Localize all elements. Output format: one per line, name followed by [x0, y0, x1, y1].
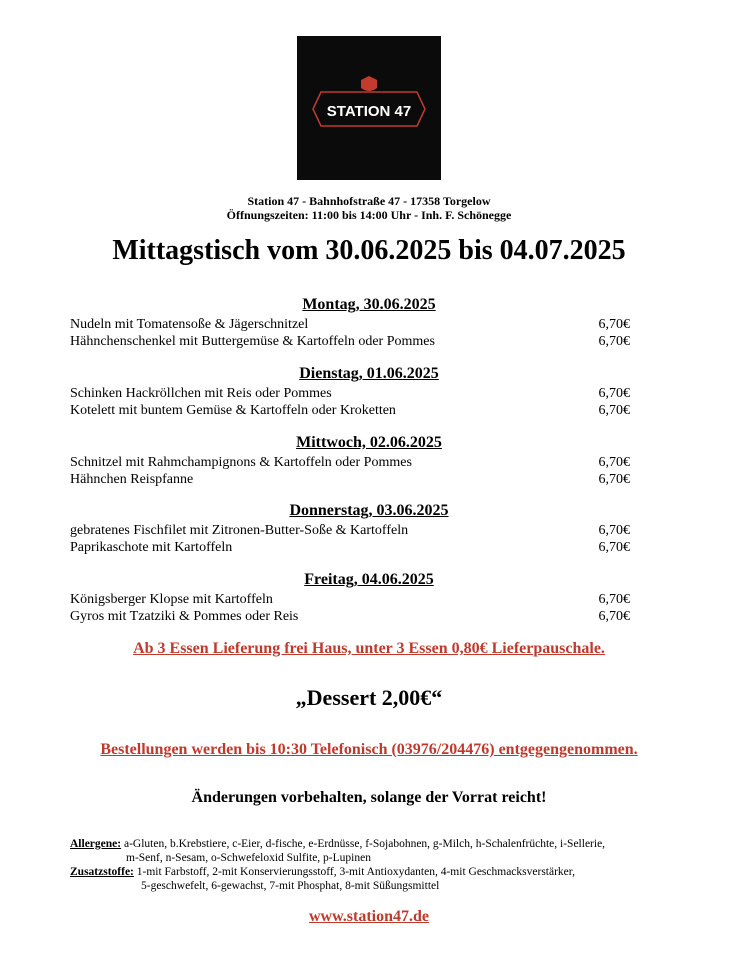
day-heading-montag: Montag, 30.06.2025	[302, 296, 436, 313]
order-note: Bestellungen werden bis 10:30 Telefonisch (03976/204476) entgegengenommen.	[100, 741, 638, 758]
day-heading-freitag: Freitag, 04.06.2025	[304, 571, 434, 588]
address-line: Station 47 - Bahnhofstraße 47 - 17358 Torgelow	[247, 194, 491, 208]
dish-price: 6,70€	[598, 317, 630, 332]
additives-line-1	[70, 866, 575, 878]
day-heading-mittwoch: Mittwoch, 02.06.2025	[296, 434, 442, 451]
dish-price: 6,70€	[598, 592, 630, 607]
dish-price: 6,70€	[598, 523, 630, 538]
delivery-note: Ab 3 Essen Lieferung frei Haus, unter 3 Essen 0,80€ Lieferpauschale.	[133, 640, 605, 657]
day-heading-donnerstag: Donnerstag, 03.06.2025	[289, 502, 449, 519]
dish-price: 6,70€	[598, 472, 630, 487]
opening-hours: Öffnungszeiten: 11:00 bis 14:00 Uhr - Inh. F. Schönegge	[226, 208, 512, 222]
dish-price: 6,70€	[598, 540, 630, 555]
allergens-line-1	[70, 838, 605, 850]
dish-price: 6,70€	[598, 403, 630, 418]
dish-name: Schnitzel mit Rahmchampignons & Kartoffeln oder Pommes	[70, 455, 412, 470]
dish-name: Paprikaschote mit Kartoffeln	[70, 540, 233, 555]
dish-name: Schinken Hackröllchen mit Reis oder Pommes	[70, 386, 332, 401]
svg-text:STATION 47: STATION 47	[326, 103, 412, 120]
allergens-label: Allergene:	[70, 838, 122, 850]
allergens-text: a-Gluten, b.Krebstiere, c-Eier, d-fische, e-Erdnüsse, f-Sojabohnen, g-Milch, h-Schalenfrüchte, i-Sellerie,	[121, 838, 606, 850]
dish-name: Gyros mit Tzatziki & Pommes oder Reis	[70, 609, 299, 624]
dish-name: Nudeln mit Tomatensoße & Jägerschnitzel	[70, 317, 309, 332]
dish-name: Königsberger Klopse mit Kartoffeln	[70, 592, 273, 607]
dessert-price: „Dessert 2,00€“	[295, 685, 443, 710]
additives-label: Zusatzstoffe:	[70, 866, 134, 878]
allergens-line-2: m-Senf, n-Sesam, o-Schwefeloxid Sulfite, p-Lupinen	[126, 852, 371, 864]
dish-price: 6,70€	[598, 334, 630, 349]
page-title: Mittagstisch vom 30.06.2025 bis 04.07.2025	[112, 235, 626, 266]
additives-line-2: 5-geschwefelt, 6-gewachst, 7-mit Phosphat, 8-mit Süßungsmittel	[141, 880, 440, 892]
dish-price: 6,70€	[598, 386, 630, 401]
station47-logo	[297, 36, 441, 180]
dish-name: Hähnchenschenkel mit Buttergemüse & Kartoffeln oder Pommes	[70, 334, 435, 349]
dish-name: Kotelett mit buntem Gemüse & Kartoffeln oder Kroketten	[70, 403, 396, 418]
dish-name: Hähnchen Reispfanne	[70, 472, 194, 487]
dish-price: 6,70€	[598, 455, 630, 470]
dish-price: 6,70€	[598, 609, 630, 624]
website-link[interactable]: www.station47.de	[308, 908, 429, 925]
additives-text: 1-mit Farbstoff, 2-mit Konservierungsstoff, 3-mit Antioxydanten, 4-mit Geschmacksverstärker,	[133, 866, 576, 878]
dish-name: gebratenes Fischfilet mit Zitronen-Butter-Soße & Kartoffeln	[70, 523, 409, 538]
day-heading-dienstag: Dienstag, 01.06.2025	[299, 365, 439, 382]
availability-notice: Änderungen vorbehalten, solange der Vorrat reicht!	[191, 789, 547, 806]
